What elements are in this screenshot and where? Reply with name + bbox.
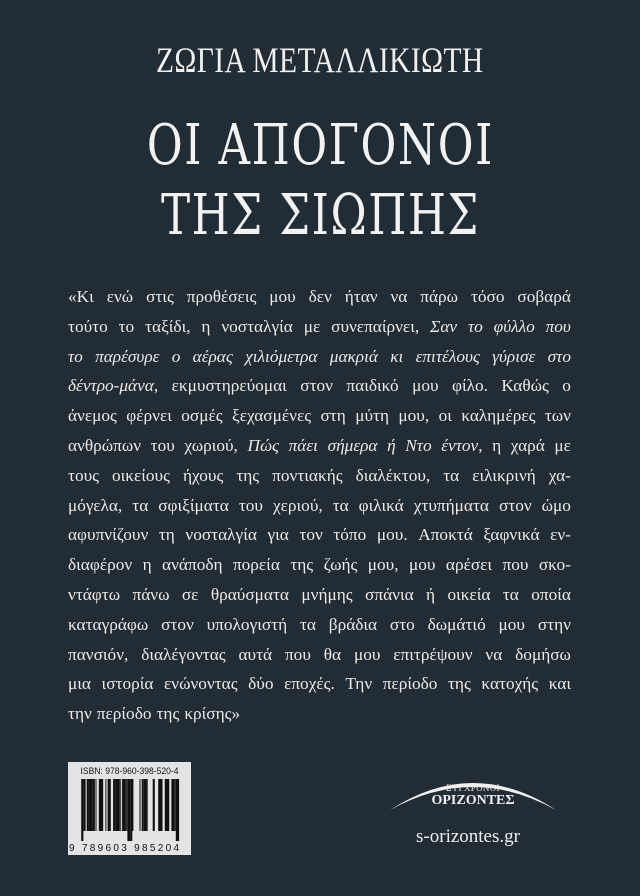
blurb-word: μακριά	[329, 346, 378, 366]
blurb-word: τα	[332, 495, 349, 515]
blurb-word: ,	[478, 435, 483, 455]
blurb-word: παιδικό	[346, 376, 399, 396]
barcode-bar	[83, 779, 85, 831]
blurb-word: υπολογιστή	[206, 614, 288, 634]
blurb-word: προθέσεις	[186, 287, 257, 306]
blurb-word: χα-	[548, 465, 571, 485]
blurb-word: θα	[323, 644, 342, 664]
blurb-word: επιτέλους	[415, 346, 480, 366]
blurb-word: τόπο	[333, 525, 367, 545]
barcode-bar	[90, 779, 92, 831]
blurb-word: «Κι	[68, 287, 94, 306]
blurb-word: Σαν	[430, 316, 458, 336]
blurb-word: βράδια	[328, 614, 378, 634]
blurb-word: στον	[300, 376, 333, 396]
blurb-word: μνήμης	[301, 584, 353, 604]
blurb-word: του	[238, 495, 263, 515]
blurb-word: ειλικρινή	[472, 465, 536, 485]
blurb-line	[68, 610, 571, 640]
blurb-word: ζωής	[323, 555, 358, 575]
barcode-bar	[110, 779, 111, 831]
barcode-bar	[101, 779, 103, 831]
barcode-bar	[175, 779, 176, 831]
barcode-bar	[140, 779, 141, 831]
blurb-word: καλημέρες	[461, 406, 536, 426]
barcode-bar	[168, 779, 169, 831]
blurb-word: κρίσης»	[184, 704, 241, 724]
blurb-word: Την	[345, 674, 373, 694]
blurb-word: στο	[389, 614, 415, 634]
blurb-word: ενώνοντας	[164, 674, 238, 694]
blurb-word: πάρω	[420, 287, 459, 306]
blurb-word: την	[68, 704, 92, 724]
blurb-word: χωριού,	[184, 435, 238, 455]
blurb-word: σκο-	[538, 555, 571, 575]
blurb-word: τα	[132, 495, 149, 515]
blurb-word: τα	[443, 465, 460, 485]
blurb-word: ξεχασμένες	[232, 406, 312, 426]
blurb-word: Πώς	[247, 435, 280, 455]
blurb-word: δέντρο-μάνα	[68, 376, 154, 396]
blurb-word	[68, 371, 158, 401]
blurb-word: θραύσματα	[210, 584, 289, 604]
blurb-word: παρέσυρε	[95, 346, 160, 366]
blurb-word: αυτά	[238, 644, 273, 664]
blurb-word: πορεία	[232, 555, 280, 575]
blurb-word: δεν	[308, 287, 332, 306]
blurb-word: για	[267, 525, 289, 545]
blurb-line	[68, 401, 571, 431]
blurb-word: που	[545, 316, 571, 336]
blurb-word: ή	[426, 584, 436, 604]
barcode-bar	[81, 779, 83, 841]
barcode-bar	[119, 779, 120, 831]
blurb-word: Ντο	[405, 435, 432, 455]
barcode-bar	[96, 779, 97, 831]
blurb-line	[68, 371, 571, 401]
blurb-word: η	[142, 555, 152, 575]
blurb-word: φίλο.	[452, 376, 488, 396]
blurb-word: διαλέκτου,	[355, 465, 431, 485]
barcode-bar	[93, 779, 95, 831]
blurb-word: του	[150, 435, 175, 455]
blurb-word: Αποκτά	[418, 525, 473, 545]
blurb-word: μύτη	[355, 406, 389, 426]
blurb-word: εποχές.	[284, 674, 335, 694]
blurb-word: ήταν	[344, 287, 378, 306]
blurb-word: ποντιακής	[272, 465, 343, 485]
publisher-line-1: ΣΥΓΧΡΟΝΟΙ	[446, 783, 500, 793]
barcode-bar	[146, 779, 148, 831]
author-name	[0, 40, 640, 80]
blurb-word: τα	[502, 584, 519, 604]
blurb-word: μια	[68, 674, 91, 694]
blurb-line	[68, 431, 571, 461]
blurb-word: έντον	[441, 435, 479, 455]
blurb-word: σήμερα	[327, 435, 378, 455]
blurb-word: τους	[68, 465, 99, 485]
blurb-word: δύο	[248, 674, 274, 694]
blurb-word: μου,	[367, 555, 399, 575]
blurb-word: ο	[562, 376, 571, 396]
barcode-bar	[145, 779, 146, 831]
barcode-bar	[129, 779, 131, 841]
blurb-word: μου,	[398, 406, 430, 426]
blurb-word: επιτρέψουν	[393, 644, 473, 664]
blurb-word: τη	[158, 525, 175, 545]
blurb-word: στον	[498, 495, 532, 515]
blurb-word: δομήσω	[515, 644, 571, 664]
blurb-word: των	[544, 406, 571, 426]
barcode-bar	[162, 779, 163, 831]
blurb-word: αέρας	[192, 346, 233, 366]
blurb-word: σφιξίματα	[158, 495, 229, 515]
blurb-word: το	[118, 316, 135, 336]
blurb-word: κι	[390, 346, 404, 366]
barcode-bar	[87, 779, 89, 831]
blurb-word: οικεία	[447, 584, 491, 604]
blurb-word	[441, 431, 482, 461]
blurb-word: δωμάτιό	[427, 614, 486, 634]
blurb-line	[68, 550, 571, 580]
blurb-word: ο	[171, 346, 181, 366]
blurb-word: εν-	[550, 525, 571, 545]
publisher-line-2: ΟΡΙΖΟΝΤΕΣ	[431, 793, 515, 808]
blurb-word: οικείους	[112, 465, 170, 485]
blurb-word: τον	[299, 525, 323, 545]
book-title-line-1	[0, 113, 640, 178]
blurb-word: πανσιόν,	[68, 644, 129, 664]
blurb-line	[68, 342, 571, 372]
blurb-word: μόγελα,	[68, 495, 123, 515]
blurb-word: περίοδο	[96, 704, 152, 724]
blurb-word: να	[485, 644, 503, 664]
blurb-word: τα	[299, 614, 316, 634]
barcode-bar	[143, 779, 144, 831]
blurb-word: στην	[537, 614, 571, 634]
publisher-url: s-orizontes.gr	[416, 826, 520, 847]
blurb-text	[68, 282, 571, 729]
blurb-word: ώμο	[541, 495, 571, 515]
blurb-word: το	[467, 316, 483, 336]
blurb-word: διαλέγοντας	[141, 644, 226, 664]
barcode-bar	[173, 779, 175, 831]
barcode-bar	[126, 779, 127, 831]
blurb-word: ανάποδη	[162, 555, 223, 575]
blurb-word: τούτο	[68, 316, 108, 336]
blurb-word: νοσταλγία	[221, 316, 293, 336]
blurb-word: μου	[409, 555, 436, 575]
barcode-bars	[79, 779, 183, 841]
blurb-word: διαφέρον	[68, 555, 133, 575]
blurb-word: μου	[353, 644, 381, 664]
blurb-word: πάνω	[132, 584, 170, 604]
blurb-line	[68, 580, 571, 610]
blurb-word: της	[156, 704, 180, 724]
blurb-word: να	[390, 287, 408, 306]
blurb-word: η	[201, 316, 211, 336]
author-text: ΖΩΓΙΑ ΜΕΤΑΛΛΙΚΙΩΤΗ	[156, 40, 484, 80]
blurb-word: χιλιόμετρα	[245, 346, 318, 366]
barcode-bar	[99, 779, 101, 831]
blurb-word: συνεπαίρνει,	[331, 316, 420, 336]
blurb-word: τόσο	[470, 287, 505, 306]
blurb-word: στον	[161, 614, 194, 634]
blurb-word: της	[447, 674, 471, 694]
publisher-logo	[388, 774, 558, 814]
blurb-line	[68, 461, 571, 491]
blurb-word: περίοδο	[382, 674, 438, 694]
blurb-word: το	[68, 346, 83, 366]
blurb-word: ντάφτω	[68, 584, 121, 604]
blurb-word: η	[492, 435, 502, 455]
barcode-bar	[132, 779, 134, 831]
blurb-word: χτυπήματα	[413, 495, 489, 515]
title-text-1: ΟΙ ΑΠΟΓΟΝΟΙ	[146, 113, 494, 178]
blurb-word: σοβαρά	[517, 287, 571, 306]
blurb-word: εκμυστηρεύομαι	[171, 376, 287, 396]
book-title-line-2	[0, 183, 640, 248]
blurb-word: χαρά	[510, 435, 545, 455]
blurb-word: μου	[412, 376, 439, 396]
blurb-line	[68, 520, 571, 550]
blurb-line	[68, 669, 571, 699]
blurb-word: σπάνια	[365, 584, 414, 604]
blurb-word: ανθρώπων	[68, 435, 142, 455]
blurb-word: που	[502, 555, 529, 575]
blurb-word: ξαφνικά	[483, 525, 540, 545]
blurb-word: γύρισε	[492, 346, 536, 366]
blurb-word: νοσταλγία	[185, 525, 257, 545]
blurb-word: στις	[146, 287, 174, 306]
blurb-word: οι	[438, 406, 452, 426]
blurb-word: ιστορία	[101, 674, 154, 694]
barcode-bar	[123, 779, 125, 831]
blurb-line	[68, 640, 571, 670]
barcode-bar	[105, 779, 106, 831]
blurb-line	[68, 282, 571, 312]
blurb-word: φιλικά	[358, 495, 404, 515]
blurb-word: οποία	[531, 584, 571, 604]
blurb-word: Καθώς	[501, 376, 549, 396]
blurb-word: οσμές	[181, 406, 223, 426]
blurb-word: μου	[498, 614, 525, 634]
blurb-word: ενώ	[106, 287, 134, 306]
blurb-word: που	[284, 644, 311, 664]
blurb-line	[68, 699, 571, 729]
title-text-2: ΤΗΣ ΣΙΩΠΗΣ	[160, 183, 480, 248]
barcode-bar	[120, 779, 121, 831]
barcode-bar	[154, 779, 155, 831]
blurb-word: και	[548, 674, 571, 694]
blurb-word: αφυπνίζουν	[68, 525, 149, 545]
barcode-digits: 9 789603 985204	[69, 843, 182, 854]
barcode-bar	[125, 779, 126, 831]
blurb-word: φύλλο	[493, 316, 535, 336]
blurb-word: ήχους	[182, 465, 224, 485]
isbn-barcode	[68, 762, 191, 855]
barcode-bar	[177, 779, 179, 841]
blurb-word: μου.	[376, 525, 408, 545]
blurb-word: κατοχής	[481, 674, 539, 694]
blurb-word: με	[303, 316, 321, 336]
blurb-word: της	[236, 465, 260, 485]
blurb-word: ή	[387, 435, 396, 455]
blurb-word: χεριού,	[272, 495, 323, 515]
isbn-label: ISBN: 978-960-398-520-4	[80, 766, 179, 777]
barcode-bar	[122, 779, 123, 831]
barcode-bar	[113, 779, 115, 831]
blurb-word: άνεμος	[68, 406, 117, 426]
blurb-line	[68, 491, 571, 521]
blurb-word: ,	[153, 376, 159, 396]
blurb-word: στη	[320, 406, 346, 426]
blurb-word: σε	[181, 584, 199, 604]
blurb-line	[68, 312, 571, 342]
blurb-word: στο	[547, 346, 571, 366]
blurb-word: με	[554, 435, 571, 455]
blurb-word: καταγράφω	[68, 614, 149, 634]
blurb-word: ταξίδι,	[145, 316, 191, 336]
blurb-word: αρέσει	[445, 555, 493, 575]
blurb-word: μου	[269, 287, 296, 306]
blurb-word: πάει	[288, 435, 318, 455]
blurb-word: φέρνει	[126, 406, 172, 426]
blurb-word: της	[290, 555, 314, 575]
